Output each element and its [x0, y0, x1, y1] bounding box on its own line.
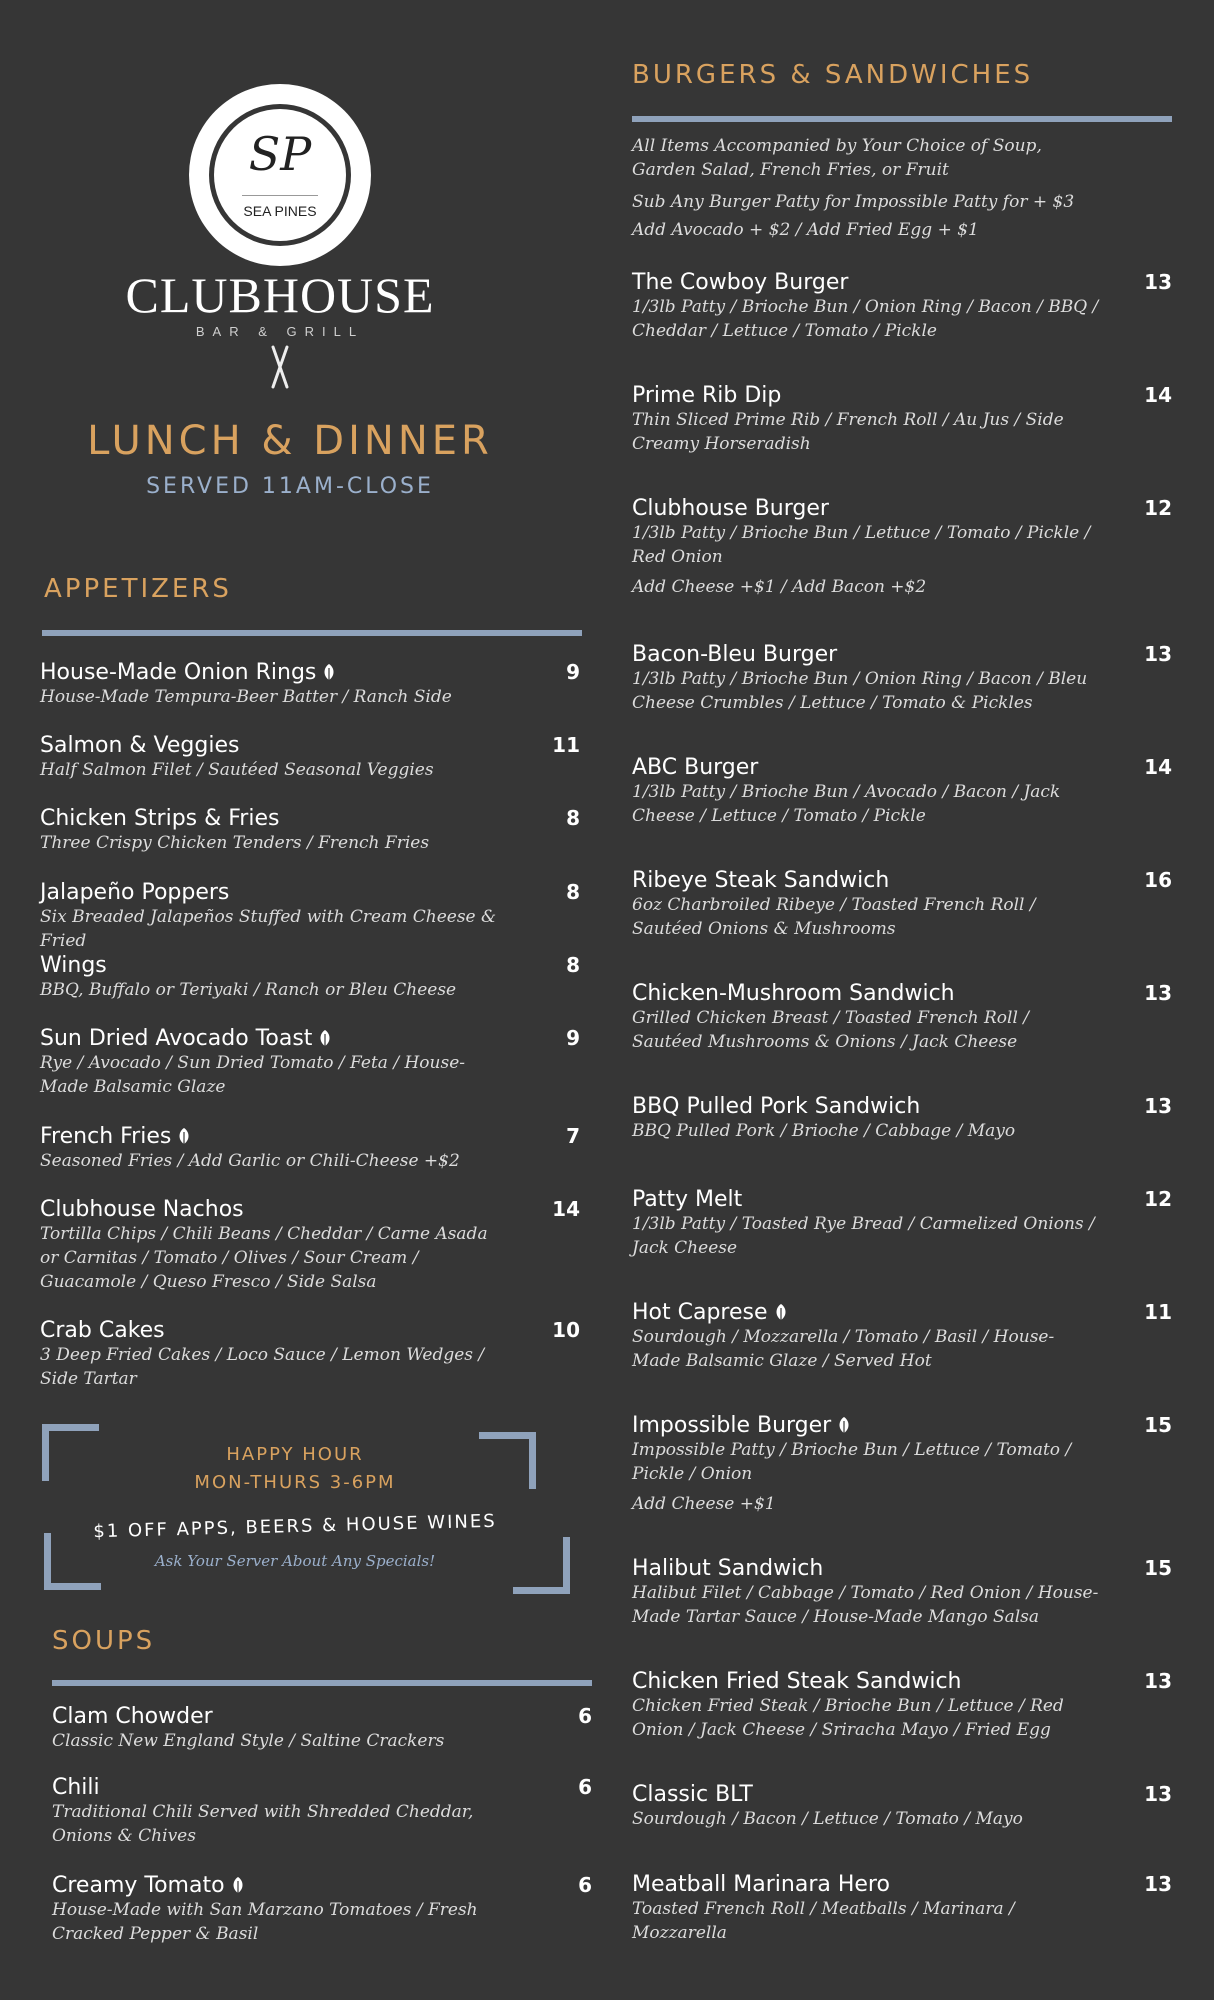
menu-item-name-text: ABC Burger	[632, 755, 759, 780]
menu-item-name	[40, 1026, 580, 1051]
menu-item-name	[632, 496, 1172, 521]
happy-hour-deal: $1 OFF APPS, BEERS & HOUSE WINES	[93, 1510, 497, 1543]
menu-item-description: Chicken Fried Steak / Brioche Bun / Lettuce / Red Onion / Jack Cheese / Sriracha Mayo / Fried Egg	[632, 1696, 1064, 1740]
menu-item-name-text: Impossible Burger	[632, 1413, 832, 1438]
brand-name: CLUBHOUSE	[125, 267, 435, 323]
appetizers-rule	[42, 630, 582, 636]
menu-item-price: 6	[578, 1704, 592, 1728]
menu-item-name	[40, 1197, 580, 1222]
menu-item-name-text: Patty Melt	[632, 1187, 743, 1212]
menu-item-price: 8	[566, 806, 580, 830]
menu-item-price: 6	[578, 1775, 592, 1799]
menu-item-price: 8	[566, 880, 580, 904]
menu-item	[632, 868, 1172, 941]
menu-item-name-text: Sun Dried Avocado Toast	[40, 1026, 313, 1051]
menu-item-name-text: Hot Caprese	[632, 1300, 768, 1325]
menu-item-description: Half Salmon Filet / Sautéed Seasonal Veggies	[40, 760, 434, 780]
menu-item	[40, 953, 580, 1002]
vegetarian-leaf-icon	[774, 1302, 788, 1320]
burgers-rule	[632, 116, 1172, 122]
menu-item-description: Sourdough / Mozzarella / Tomato / Basil / House-Made Balsamic Glaze / Served Hot	[632, 1327, 1055, 1371]
menu-item-description: 1/3lb Patty / Brioche Bun / Avocado / Bacon / Jack Cheese / Lettuce / Tomato / Pickle	[632, 782, 1061, 826]
menu-item-name	[632, 1872, 1172, 1897]
menu-item-price: 11	[552, 733, 580, 757]
menu-item	[40, 1318, 580, 1391]
vegetarian-leaf-icon	[231, 1875, 245, 1893]
menu-item	[40, 880, 580, 953]
menu-item-description: Grilled Chicken Breast / Toasted French Roll / Sautéed Mushrooms & Onions / Jack Cheese	[632, 1008, 1030, 1052]
menu-item-price: 14	[552, 1197, 580, 1221]
menu-item-name-text: Chicken-Mushroom Sandwich	[632, 981, 955, 1006]
menu-item-price: 9	[566, 1026, 580, 1050]
fork-knife-icon	[90, 343, 470, 398]
menu-item-description: Three Crispy Chicken Tenders / French Fries	[40, 833, 430, 853]
menu-item-description: House-Made with San Marzano Tomatoes / Fresh Cracked Pepper & Basil	[52, 1900, 478, 1944]
menu-item-name	[40, 660, 580, 685]
menu-item-name	[632, 1669, 1172, 1694]
vegetarian-leaf-icon	[837, 1415, 851, 1433]
menu-item-name	[632, 1094, 1172, 1119]
menu-item-name	[40, 880, 580, 905]
menu-item	[632, 270, 1172, 343]
menu-item	[632, 1094, 1172, 1143]
impossible-sub-note: Sub Any Burger Patty for Impossible Patty for + $3	[632, 192, 1075, 212]
menu-item-price: 9	[566, 660, 580, 684]
menu-item-name-text: Prime Rib Dip	[632, 383, 782, 408]
menu-item	[40, 1197, 580, 1294]
menu-item-description: 1/3lb Patty / Brioche Bun / Lettuce / Tomato / Pickle / Red Onion	[632, 523, 1091, 567]
menu-item-description: 1/3lb Patty / Brioche Bun / Onion Ring / Bacon / Bleu Cheese Crumbles / Lettuce / Tomato & Pickles	[632, 669, 1088, 713]
menu-item-name-text: Classic BLT	[632, 1782, 753, 1807]
happy-hour-days: MON-THURS 3-6PM	[194, 1472, 396, 1493]
menu-item-description: BBQ, Buffalo or Teriyaki / Ranch or Bleu Cheese	[40, 980, 457, 1000]
menu-item-add-on: Add Cheese +$1	[632, 1494, 776, 1514]
appetizers-title: APPETIZERS	[44, 574, 232, 604]
seal-name: SEA PINES	[243, 203, 317, 219]
menu-item-name	[52, 1704, 592, 1729]
menu-item-description: Seasoned Fries / Add Garlic or Chili-Cheese +$2	[40, 1151, 460, 1171]
menu-item-name	[632, 1782, 1172, 1807]
menu-item-description: Classic New England Style / Saltine Crackers	[52, 1731, 445, 1751]
menu-item-price: 8	[566, 953, 580, 977]
seal-monogram: SP	[248, 127, 312, 181]
logo	[90, 84, 470, 398]
menu-item-description: Toasted French Roll / Meatballs / Marinara / Mozzarella	[632, 1899, 1015, 1943]
menu-item-name	[52, 1873, 592, 1898]
menu-item-price: 6	[578, 1873, 592, 1897]
menu-item-price: 13	[1144, 642, 1172, 666]
menu-item-name	[40, 806, 580, 831]
menu-item-price: 12	[1144, 496, 1172, 520]
menu-item-price: 14	[1144, 383, 1172, 407]
menu-item	[632, 1782, 1172, 1831]
menu-item-name-text: Ribeye Steak Sandwich	[632, 868, 890, 893]
menu-item-description: House-Made Tempura-Beer Batter / Ranch Side	[40, 687, 452, 707]
menu-item-price: 13	[1144, 1669, 1172, 1693]
menu-item	[40, 806, 580, 855]
add-ons-note: Add Avocado + $2 / Add Fried Egg + $1	[632, 220, 979, 240]
menu-item-description: Thin Sliced Prime Rib / French Roll / Au Jus / Side Creamy Horseradish	[632, 410, 1064, 454]
menu-item-description: BBQ Pulled Pork / Brioche / Cabbage / Mayo	[632, 1121, 1016, 1141]
menu-item	[632, 1556, 1172, 1629]
menu-item-price: 16	[1144, 868, 1172, 892]
menu-item-name-text: Wings	[40, 953, 107, 978]
menu-item-price: 13	[1144, 1872, 1172, 1896]
menu-item-description: Sourdough / Bacon / Lettuce / Tomato / Mayo	[632, 1809, 1023, 1829]
brand-subtitle: BAR & GRILL	[195, 324, 365, 339]
menu-item-price: 13	[1144, 1094, 1172, 1118]
menu-item-name-text: Salmon & Veggies	[40, 733, 240, 758]
menu-item-price: 7	[566, 1124, 580, 1148]
menu-item-name	[632, 868, 1172, 893]
menu-item-price: 14	[1144, 755, 1172, 779]
menu-item	[40, 1124, 580, 1173]
menu-item-name	[632, 1187, 1172, 1212]
menu-item-description: Six Breaded Jalapeños Stuffed with Cream Cheese & Fried	[40, 907, 497, 951]
happy-hour-title: HAPPY HOUR	[226, 1444, 364, 1465]
menu-item-description: 1/3lb Patty / Brioche Bun / Onion Ring / Bacon / BBQ / Cheddar / Lettuce / Tomato / Pickle	[632, 297, 1099, 341]
vegetarian-leaf-icon	[322, 662, 336, 680]
menu-title: LUNCH & DINNER	[87, 418, 493, 464]
menu-item-description: Tortilla Chips / Chili Beans / Cheddar / Carne Asada or Carnitas / Tomato / Olives / Sour Cream / Guacamole / Queso Fresco / Side Salsa	[40, 1224, 488, 1292]
menu-hours: SERVED 11AM-CLOSE	[146, 474, 434, 499]
vegetarian-leaf-icon	[177, 1126, 191, 1144]
menu-item-name-text: Clubhouse Burger	[632, 496, 829, 521]
menu-item-price: 15	[1144, 1413, 1172, 1437]
burgers-title: BURGERS & SANDWICHES	[632, 60, 1034, 90]
menu-item-name-text: Chili	[52, 1775, 100, 1800]
soups-title: SOUPS	[52, 1626, 156, 1656]
menu-item-name	[632, 1556, 1172, 1581]
menu-item	[40, 1026, 580, 1099]
menu-item-name	[632, 755, 1172, 780]
menu-item	[632, 1872, 1172, 1945]
menu-item	[632, 1187, 1172, 1260]
menu-item-price: 13	[1144, 1782, 1172, 1806]
menu-item-price: 10	[552, 1318, 580, 1342]
menu-item-description: 3 Deep Fried Cakes / Loco Sauce / Lemon Wedges / Side Tartar	[40, 1345, 485, 1389]
menu-item	[40, 733, 580, 782]
menu-item-price: 11	[1144, 1300, 1172, 1324]
menu-item-name	[632, 1300, 1172, 1325]
sides-note: All Items Accompanied by Your Choice of Soup, Garden Salad, French Fries, or Fruit	[632, 136, 1042, 180]
sea-pines-seal	[189, 84, 371, 266]
menu-item	[40, 660, 580, 709]
menu-item-name	[52, 1775, 592, 1800]
menu-item-description: 1/3lb Patty / Toasted Rye Bread / Carmelized Onions / Jack Cheese	[632, 1214, 1095, 1258]
menu-item	[632, 383, 1172, 456]
menu-item-name	[632, 981, 1172, 1006]
menu-item	[632, 1413, 1172, 1516]
menu-item-name-text: Chicken Strips & Fries	[40, 806, 280, 831]
menu-item-name-text: Clubhouse Nachos	[40, 1197, 244, 1222]
menu-item-name-text: House-Made Onion Rings	[40, 660, 317, 685]
menu-item-name-text: Creamy Tomato	[52, 1873, 225, 1898]
menu-item-name	[632, 270, 1172, 295]
menu-item	[52, 1704, 592, 1753]
menu-item-name	[40, 733, 580, 758]
menu-item-description: Halibut Filet / Cabbage / Tomato / Red Onion / House-Made Tartar Sauce / House-Made Mango Salsa	[632, 1583, 1099, 1627]
menu-item	[632, 496, 1172, 599]
menu-item	[632, 755, 1172, 828]
menu-item	[632, 642, 1172, 715]
menu-item	[632, 1300, 1172, 1373]
menu-item-name-text: Meatball Marinara Hero	[632, 1872, 890, 1897]
menu-item-name-text: Jalapeño Poppers	[40, 880, 230, 905]
menu-item-name-text: Halibut Sandwich	[632, 1556, 824, 1581]
menu-item	[52, 1873, 592, 1946]
menu-item-name	[40, 953, 580, 978]
menu-item-price: 12	[1144, 1187, 1172, 1211]
menu-item-name-text: BBQ Pulled Pork Sandwich	[632, 1094, 921, 1119]
menu-item	[632, 1669, 1172, 1742]
menu-item-name	[632, 642, 1172, 667]
menu-item-price: 15	[1144, 1556, 1172, 1580]
menu-item-description: Impossible Patty / Brioche Bun / Lettuce / Tomato / Pickle / Onion	[632, 1440, 1072, 1484]
menu-item-name-text: Bacon-Bleu Burger	[632, 642, 838, 667]
menu-item-name-text: Chicken Fried Steak Sandwich	[632, 1669, 962, 1694]
menu-item	[632, 981, 1172, 1054]
menu-item-name	[40, 1318, 580, 1343]
happy-hour-box	[40, 1424, 570, 1594]
menu-item-name	[632, 1413, 1172, 1438]
soups-rule	[52, 1680, 592, 1686]
menu-item-name-text: French Fries	[40, 1124, 172, 1149]
menu-item-description: 6oz Charbroiled Ribeye / Toasted French Roll / Sautéed Onions & Mushrooms	[632, 895, 1036, 939]
menu-item-name-text: Crab Cakes	[40, 1318, 165, 1343]
menu-item-description: Traditional Chili Served with Shredded Cheddar, Onions & Chives	[52, 1802, 474, 1846]
menu-item-price: 13	[1144, 981, 1172, 1005]
menu-item-name	[40, 1124, 580, 1149]
menu-item	[52, 1775, 592, 1848]
menu-item-name-text: The Cowboy Burger	[632, 270, 849, 295]
menu-item-name-text: Clam Chowder	[52, 1704, 213, 1729]
happy-hour-note: Ask Your Server About Any Specials!	[154, 1552, 436, 1570]
vegetarian-leaf-icon	[318, 1028, 332, 1046]
menu-item-price: 13	[1144, 270, 1172, 294]
menu-item-description: Rye / Avocado / Sun Dried Tomato / Feta / House-Made Balsamic Glaze	[40, 1053, 465, 1097]
menu-item-add-on: Add Cheese +$1 / Add Bacon +$2	[632, 577, 927, 597]
menu-item-name	[632, 383, 1172, 408]
